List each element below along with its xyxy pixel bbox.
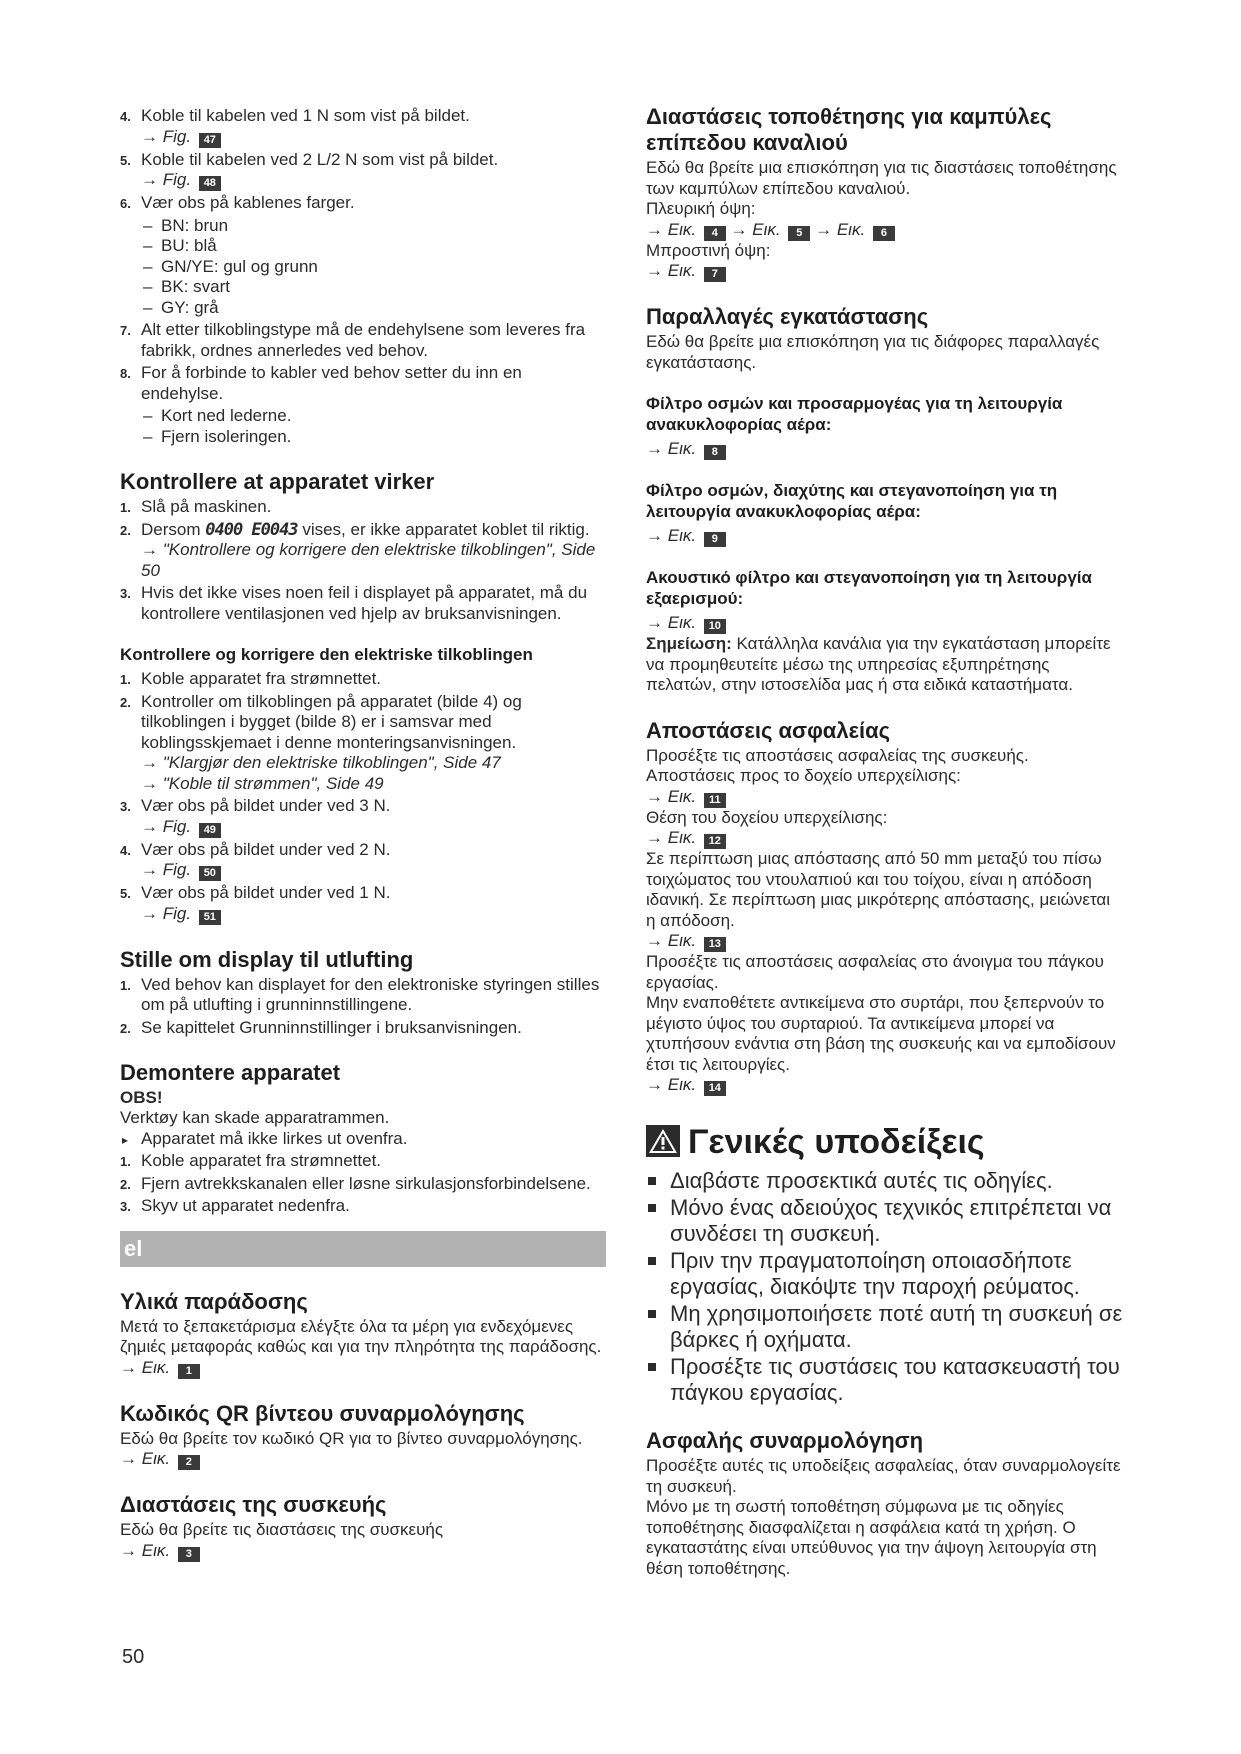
- sub-step-list: [141, 406, 606, 447]
- list-item: 2. Se kapittelet Grunninnstillinger i bruksanvisningen.: [120, 1017, 522, 1037]
- variant-heading: Ακουστικό φίλτρο και στεγανοποίηση για τη λειτουργία εξαερισμού:: [646, 568, 1092, 608]
- list-item: 2. Fjern avtrekkskanalen eller løsne sirkulasjonsforbindelsene.: [120, 1173, 591, 1193]
- warning-bullet: ▸ Apparatet må ikke lirkes ut ovenfra.: [120, 1129, 606, 1150]
- list-item: – Kort ned lederne.: [141, 406, 606, 427]
- dismount-steps: [120, 1151, 606, 1217]
- list-item: 5. Vær obs på bildet under ved 1 N. → Fig. 51: [120, 883, 606, 925]
- list-item: 7. Alt etter tilkoblingstype må de endehylsene som leveres fra fabrikk, ordnes annerledes ved behov.: [120, 320, 586, 360]
- figure-number-badge: 7: [704, 267, 726, 282]
- figure-reference: → Εικ. 2: [120, 1449, 606, 1470]
- list-item: Διαβάστε προσεκτικά αυτές τις οδηγίες.: [646, 1168, 1124, 1194]
- figure-reference: → Εικ. 14: [646, 1075, 1124, 1096]
- figure-reference: → Εικ. 3: [120, 1541, 606, 1562]
- paragraph: Εδώ θα βρείτε τις διαστάσεις της συσκευής: [120, 1520, 444, 1539]
- variant-heading: Φίλτρο οσμών και προσαρμογέας για τη λειτουργία ανακυκλοφορίας αέρα:: [646, 394, 1063, 434]
- list-item: 5. Koble til kabelen ved 2 L/2 N som vist på bildet. → Fig. 48: [120, 150, 606, 192]
- paragraph: Μην εναποθέτετε αντικείμενα στο συρτάρι, που ξεπερνούν το μέγιστο ύψος του συρταριού. Τα αντικείμενα μπορεί να χτυπήσουν ενάντια στη βάση της συσκευής και να εμποδίσουν έτσι τις λειτουργίες.: [646, 993, 1116, 1074]
- figure-number-badge: 47: [199, 133, 221, 148]
- paragraph: Εδώ θα βρείτε τον κωδικό QR για το βίντεο συναρμολόγησης.: [120, 1428, 583, 1448]
- right-column: [646, 104, 1124, 1579]
- figure-number-badge: 8: [704, 445, 726, 460]
- paragraph: Θέση του δοχείου υπερχείλισης:: [646, 807, 888, 827]
- list-item: 1. Koble apparatet fra strømnettet.: [120, 1151, 382, 1170]
- figure-reference: → Εικ. 13: [646, 931, 1124, 952]
- figure-number-badge: 9: [704, 532, 726, 547]
- note-paragraph: Σημείωση: Κατάλληλα κανάλια για την εγκατάσταση μπορείτε να προμηθευτείτε μέσω της υπηρεσίας εξυπηρέτησης πελατών, στην ιστοσελίδα μας ή στα ειδικά καταστήματα.: [646, 634, 1111, 694]
- paragraph: Μόνο με τη σωστή τοποθέτηση σύμφωνα με τις οδηγίες τοποθέτησης διασφαλίζεται η ασφάλεια κατά τη χρήση. Ο εγκαταστάτης είναι υπεύθυνος για την άψογη λειτουργία στη θέση τοποθέτησης.: [646, 1497, 1097, 1578]
- warning-triangle-icon: [646, 1125, 680, 1157]
- cross-reference: → "Klargjør den elektriske tilkoblingen", Side 47: [141, 753, 501, 772]
- figure-reference: → Fig. 48: [141, 170, 606, 191]
- list-item: – BN: brun: [141, 216, 606, 237]
- list-item: 3. Skyv ut apparatet nedenfra.: [120, 1196, 350, 1215]
- section-heading-dismount: Demontere apparatet: [120, 1060, 341, 1085]
- list-item: 3. Hvis det ikke vises noen feil i displayet på apparatet, må du kontrollere ventilasjonen ved hjelp av bruksanvisningen.: [120, 583, 588, 623]
- section-heading-dims: Διαστάσεις της συσκευής: [120, 1492, 387, 1517]
- paragraph: Αποστάσεις προς το δοχείο υπερχείλισης:: [646, 766, 961, 785]
- language-bar: el: [120, 1231, 606, 1267]
- figure-number-badge: 51: [199, 910, 221, 925]
- list-item: – GY: grå: [141, 298, 606, 319]
- variant-heading: Φίλτρο οσμών, διαχύτης και στεγανοποίηση για τη λειτουργία ανακυκλοφορίας αέρα:: [646, 481, 1058, 521]
- list-item: Προσέξτε τις συστάσεις του κατασκευαστή του πάγκου εργασίας.: [646, 1354, 1124, 1406]
- paragraph: Εδώ θα βρείτε μια επισκόπηση για τις διάφορες παραλλαγές εγκατάστασης.: [646, 332, 1100, 372]
- error-code-display: 0400 E0043: [205, 519, 298, 540]
- cross-reference-link[interactable]: "Kontrollere og korrigere den elektriske tilkoblingen", Side 50: [141, 540, 596, 580]
- figure-number-badge: 6: [873, 226, 895, 241]
- list-item: – BU: blå: [141, 236, 606, 257]
- display-steps: [120, 975, 606, 1039]
- section-heading-install-dims: Διαστάσεις τοποθέτησης για καμπύλες επίπεδου καναλιού: [646, 104, 1052, 155]
- figure-number-badge: 11: [704, 793, 726, 808]
- figure-number-badge: 50: [199, 866, 221, 881]
- figure-number-badge: 10: [704, 619, 726, 634]
- correct-steps: [120, 669, 606, 925]
- list-item: 1. Ved behov kan displayet for den elektroniske styringen stilles om på utlufting i grunninnstillingene.: [120, 974, 600, 1014]
- list-item: 2. Dersom 0400 E0043 vises, er ikke apparatet koblet til riktig. → "Kontrollere og korrigere den elektriske tilkoblingen", Side 50: [120, 519, 596, 580]
- warning-label: OBS!: [120, 1088, 163, 1107]
- figure-number-badge: 4: [704, 226, 726, 241]
- figure-number-badge: 3: [178, 1547, 200, 1562]
- figure-reference: → Fig. 51: [141, 904, 606, 925]
- list-item: Μόνο ένας αδειούχος τεχνικός επιτρέπεται να συνδέσει τη συσκευή.: [646, 1195, 1124, 1247]
- list-item: 1. Slå på maskinen.: [120, 497, 272, 516]
- figure-reference: → Εικ. 12: [646, 828, 1124, 849]
- paragraph: Προσέξτε τις αποστάσεις ασφαλείας της συσκευής.: [646, 745, 1029, 765]
- section-heading-check: Kontrollere at apparatet virker: [120, 469, 435, 494]
- list-item: – BK: svart: [141, 277, 606, 298]
- check-steps: [120, 497, 606, 624]
- list-item: 3. Vær obs på bildet under ved 3 N. → Fig. 49: [120, 796, 606, 838]
- figure-reference: → Εικ. 7: [646, 261, 1124, 282]
- list-item: Πριν την πραγματοποίηση οποιασδήποτε εργασίας, διακόψτε την παροχή ρεύματος.: [646, 1248, 1124, 1300]
- list-item: – GN/YE: gul og grunn: [141, 257, 606, 278]
- warning-text: Verktøy kan skade apparatrammen.: [120, 1108, 390, 1127]
- figure-number-badge: 2: [178, 1455, 200, 1470]
- figure-number-badge: 1: [178, 1364, 200, 1379]
- list-item: 1. Koble apparatet fra strømnettet.: [120, 669, 382, 688]
- list-item: 4. Koble til kabelen ved 1 N som vist på bildet. → Fig. 47: [120, 106, 606, 148]
- figure-reference: → Fig. 49: [141, 817, 606, 838]
- cross-reference-link[interactable]: "Klargjør den elektriske tilkoblingen", Side 47: [162, 753, 501, 772]
- list-item: 4. Vær obs på bildet under ved 2 N. → Fig. 50: [120, 840, 606, 882]
- section-heading-safe-assembly: Ασφαλής συναρμολόγηση: [646, 1428, 924, 1453]
- section-heading-variants: Παραλλαγές εγκατάστασης: [646, 304, 929, 329]
- list-item: 2. Kontroller om tilkoblingen på apparatet (bilde 4) og tilkoblingen i bygget (bilde 8) er i samsvar med koblingsskjemaet i denne monteringsanvisningen. → "Klargjør den elektriske tilkoblingen", Side 47 → "Koble til strømmen", Side 49: [120, 692, 606, 795]
- figure-reference: → Εικ. 10: [646, 613, 1124, 634]
- general-notes-list: [646, 1168, 1124, 1406]
- figure-number-badge: 48: [199, 176, 221, 191]
- paragraph: Προσέξτε τις αποστάσεις ασφαλείας στο άνοιγμα του πάγκου εργασίας.: [646, 952, 1104, 992]
- figure-number-badge: 5: [788, 226, 810, 241]
- general-notes-heading: Γενικές υποδείξεις: [646, 1122, 1124, 1162]
- figure-reference: → Fig. 47: [141, 127, 606, 148]
- figure-reference: → Εικ. 11: [646, 787, 1124, 808]
- list-item: 6. Vær obs på kablenes farger. – BN: brun – BU: blå – GN/YE: gul og grunn – BK: svart – GY: grå: [120, 193, 606, 318]
- figure-number-badge: 12: [704, 834, 726, 849]
- cable-color-list: [141, 216, 606, 319]
- paragraph: Σε περίπτωση μιας απόστασης από 50 mm μεταξύ του πίσω τοιχώματος του ντουλαπιού και του τοίχου, είναι η απόδοση ιδανική. Σε περίπτωση μιας μικρότερης απόστασης, μειώνεται η απόδοση.: [646, 849, 1111, 930]
- figure-number-badge: 49: [199, 823, 221, 838]
- section-heading-qr: Κωδικός QR βίντεου συναρμολόγησης: [120, 1400, 525, 1426]
- page-number: 50: [122, 1646, 145, 1668]
- cross-reference-link[interactable]: "Koble til strømmen", Side 49: [162, 773, 384, 793]
- section-heading-display: Stille om display til utlufting: [120, 946, 414, 972]
- side-view-label: Πλευρική όψη:: [646, 199, 756, 218]
- cross-reference: → "Koble til strømmen", Side 49: [141, 773, 384, 793]
- connection-steps: [120, 106, 606, 447]
- figure-number-badge: 14: [704, 1081, 726, 1096]
- front-view-label: Μπροστινή όψη:: [646, 240, 771, 260]
- left-column: [120, 104, 606, 1562]
- paragraph: Εδώ θα βρείτε μια επισκόπηση για τις διαστάσεις τοποθέτησης των καμπύλων επίπεδου καναλιού.: [646, 158, 1117, 198]
- figure-number-badge: 13: [704, 937, 726, 952]
- paragraph: Μετά το ξεπακετάρισμα ελέγξτε όλα τα μέρη για ενδεχόμενες ζημιές μεταφοράς καθώς και για την πληρότητα της παράδοσης.: [120, 1316, 602, 1356]
- list-item: 8. For å forbinde to kabler ved behov setter du inn en endehylse. – Kort ned lederne. – Fjern isoleringen.: [120, 363, 606, 447]
- figure-reference: → Fig. 50: [141, 860, 606, 881]
- figure-reference: → Εικ. 4 → Εικ. 5 → Εικ. 6: [646, 220, 1124, 241]
- list-item: – Fjern isoleringen.: [141, 427, 606, 448]
- section-heading-correct: Kontrollere og korrigere den elektriske tilkoblingen: [120, 645, 533, 664]
- figure-reference: → Εικ. 1: [120, 1358, 606, 1379]
- note-label: Σημείωση:: [646, 634, 732, 653]
- section-heading-delivery: Υλικά παράδοσης: [120, 1288, 308, 1314]
- list-item: Μη χρησιμοποιήσετε ποτέ αυτή τη συσκευή σε βάρκες ή οχήματα.: [646, 1301, 1124, 1353]
- figure-reference: → Εικ. 9: [646, 526, 1124, 547]
- paragraph: Προσέξτε αυτές τις υποδείξεις ασφαλείας, όταν συναρμολογείτε τη συσκευή.: [646, 1456, 1121, 1496]
- section-heading-safety-dist: Αποστάσεις ασφαλείας: [646, 717, 891, 743]
- figure-reference: → Εικ. 8: [646, 439, 1124, 460]
